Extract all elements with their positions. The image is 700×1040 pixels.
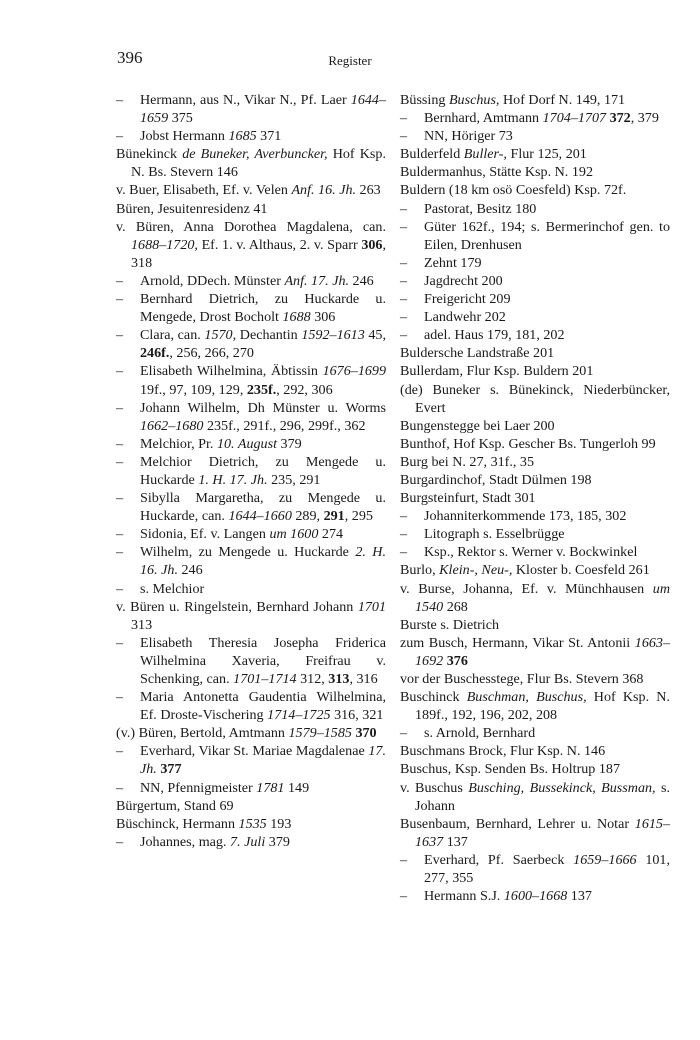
subentry-dash: – — [116, 435, 124, 452]
entry-italic-text: 1615–1637 — [415, 815, 670, 850]
entry-italic-text: 17. Jh. — [140, 743, 386, 778]
index-entry — [400, 145, 670, 163]
index-subentry — [116, 435, 386, 453]
entry-italic-text: 7. Juli — [230, 833, 266, 850]
entry-italic-text: 1535 — [238, 815, 267, 832]
entry-text: 193 — [266, 815, 292, 832]
entry-text: 289, — [291, 508, 324, 525]
entry-italic-text: 1644–1659 — [140, 92, 386, 127]
entry-text: 45, — [364, 327, 387, 344]
subentry-dash: – — [116, 128, 124, 145]
entry-text: , 256, 266, 270 — [169, 345, 254, 362]
index-entry — [400, 163, 670, 181]
subentry-dash: – — [400, 888, 408, 905]
index-subentry — [400, 127, 670, 145]
index-subentry — [116, 634, 386, 688]
subentry-dash: – — [400, 544, 408, 561]
index-subentry — [400, 525, 670, 543]
entry-text: , 292, 306 — [276, 381, 333, 398]
entry-text: Pastorat, Besitz 180 — [424, 200, 537, 217]
subentry-dash: – — [116, 526, 124, 543]
index-subentry — [400, 272, 670, 290]
subentry-dash: – — [400, 327, 408, 344]
entry-text: Litograph s. Esselbrügge — [424, 526, 565, 543]
entry-text: Güter 162f., 194; s. Bermerinchof gen. to Eilen, Drenhusen — [424, 218, 670, 253]
subentry-dash: – — [400, 128, 408, 145]
entry-text: vor der Buschesstege, Flur Bs. Stevern 368 — [400, 671, 644, 687]
entry-text: Burlo, — [400, 562, 440, 579]
page-number: 396 — [117, 48, 143, 67]
entry-text: Clara, can. — [140, 327, 205, 344]
entry-text: Hof Dorf N. 149, 171 — [499, 92, 626, 108]
subentry-dash: – — [116, 291, 124, 308]
entry-text: 137 — [443, 833, 468, 850]
index-subentry — [116, 525, 386, 543]
entry-italic-text: Anf. 17. Jh. — [284, 272, 350, 289]
index-entry — [400, 616, 670, 634]
subentry-dash: – — [400, 218, 408, 235]
entry-text: Dechantin — [236, 327, 302, 344]
index-subentry — [116, 399, 386, 435]
entry-text: NN, Höriger 73 — [424, 128, 513, 145]
subentry-dash: – — [116, 327, 124, 344]
entry-italic-text: 1701–1714 — [233, 671, 297, 687]
index-entry — [400, 435, 670, 453]
entry-text: Everhard, Vikar St. Mariae Magdalenae — [140, 743, 369, 760]
index-subentry — [116, 362, 386, 398]
entry-text: 375 — [168, 110, 193, 127]
entry-text: Bünekinck — [116, 146, 183, 163]
subentry-dash: – — [116, 363, 124, 380]
entry-text: 246 — [177, 562, 203, 579]
entry-text: Wilhelm, zu Mengede u. Huckarde — [140, 544, 356, 561]
index-entry — [400, 417, 670, 435]
entry-text: Burgardinchof, Stadt Dülmen 198 — [400, 471, 592, 488]
entry-italic-text: 10. August — [216, 435, 277, 452]
subentry-dash: – — [116, 833, 124, 850]
subentry-dash: – — [116, 743, 124, 760]
index-entry — [116, 200, 386, 218]
subentry-dash: – — [400, 508, 408, 525]
entry-text: 306 — [310, 309, 336, 326]
subentry-dash: – — [400, 725, 408, 742]
subentry-dash: – — [116, 779, 124, 796]
index-subentry — [116, 543, 386, 579]
entry-italic-text: 1570, — [204, 327, 237, 344]
index-entry — [116, 145, 386, 181]
entry-bold-page: 235f. — [246, 381, 277, 398]
subentry-dash: – — [116, 453, 124, 470]
index-entry — [116, 724, 386, 742]
entry-text: Bungenstegge bei Laer 200 — [400, 417, 555, 434]
entry-text: 235, 291 — [267, 471, 321, 488]
entry-text: Buschus, Ksp. Senden Bs. Holtrup 187 — [400, 761, 621, 778]
index-entry — [400, 742, 670, 760]
entry-text: Landwehr 202 — [424, 309, 506, 326]
index-entry — [116, 598, 386, 634]
subentry-dash: – — [116, 634, 124, 651]
entry-bold-page: 377 — [160, 761, 182, 778]
entry-italic-text: um 1540 — [415, 580, 670, 615]
entry-text: Bullerdam, Flur Ksp. Buldern 201 — [400, 363, 594, 380]
index-entry — [400, 760, 670, 778]
entry-text: , 318 — [131, 236, 386, 271]
entry-italic-text: 1579–1585 — [288, 725, 352, 742]
index-subentry — [400, 543, 670, 561]
entry-text: Hermann S.J. — [424, 888, 504, 905]
entry-text: 379 — [265, 833, 290, 850]
entry-text: 137 — [567, 888, 592, 905]
index-subentry — [116, 742, 386, 778]
entry-italic-text: 1663–1692 — [415, 634, 670, 669]
entry-text: v. Burse, Johanna, Ef. v. Münchhausen — [400, 580, 653, 597]
entry-text: 149 — [284, 779, 310, 796]
entry-text: Johann Wilhelm, Dh Münster u. Worms — [140, 399, 386, 416]
entry-bold-page: 291 — [323, 508, 345, 525]
entry-text: 101, 277, 355 — [424, 851, 670, 887]
index-entry — [116, 181, 386, 199]
subentry-dash: – — [400, 291, 408, 308]
entry-italic-text: 1659–1666 — [573, 851, 637, 868]
subentry-dash: – — [400, 200, 408, 217]
entry-text: Büschinck, Hermann — [116, 815, 239, 832]
entry-text: , 316 — [349, 671, 378, 687]
entry-text: v. Büren u. Ringelstein, Bernhard Johann — [116, 598, 358, 615]
subentry-dash: – — [116, 490, 124, 507]
entry-italic-text: 1662–1680 — [140, 417, 204, 434]
entry-text: Bernhard, Amtmann — [424, 110, 543, 127]
entry-bold-page: 306 — [361, 236, 383, 253]
entry-text: Freigericht 209 — [424, 291, 511, 308]
index-entry — [400, 779, 670, 815]
entry-text: 235f., 291f., 296, 299f., 362 — [203, 417, 366, 434]
subentry-dash: – — [400, 110, 408, 127]
entry-text: Flur 125, 201 — [506, 146, 587, 163]
subentry-dash: – — [116, 399, 124, 416]
index-column-right — [400, 91, 670, 905]
index-entry — [400, 91, 670, 109]
entry-text: Melchior Dietrich, zu Mengede u. Huckarde — [140, 453, 386, 488]
index-entry — [400, 561, 670, 579]
index-entry — [400, 489, 670, 507]
subentry-dash: – — [116, 580, 124, 597]
index-subentry — [400, 200, 670, 218]
index-subentry — [116, 127, 386, 145]
entry-text: 379 — [277, 435, 302, 452]
entry-italic-text: 1704–1707 — [542, 110, 607, 127]
index-entry — [116, 815, 386, 833]
index-subentry — [400, 887, 670, 905]
entry-text: Bürgertum, Stand 69 — [116, 797, 234, 814]
subentry-dash: – — [116, 544, 124, 561]
entry-italic-text: Buschus, — [448, 92, 500, 108]
index-subentry — [116, 833, 386, 851]
entry-text: Hermann, aus N., Vikar N., Pf. Laer — [140, 92, 351, 108]
index-entry — [400, 381, 670, 417]
entry-text: 246 — [349, 272, 374, 289]
entry-text: Maria Antonetta Gaudentia Wilhelmina, Ef. Droste-Vischering — [140, 689, 386, 724]
entry-text: NN, Pfennigmeister — [140, 779, 257, 796]
entry-text: adel. Haus 179, 181, 202 — [424, 327, 565, 344]
entry-text: 263 — [356, 182, 381, 199]
entry-text: s. Melchior — [140, 580, 205, 597]
entry-text: Arnold, DDech. Münster — [140, 272, 285, 289]
entry-italic-text: 1592–1613 — [301, 327, 365, 344]
entry-text: Johannes, mag. — [140, 833, 231, 850]
entry-text: Buldern (18 km osö Coesfeld) Ksp. 72f. — [400, 182, 627, 199]
subentry-dash: – — [116, 92, 124, 108]
index-entry — [116, 797, 386, 815]
index-entry — [400, 670, 670, 688]
subentry-dash: – — [116, 689, 124, 706]
index-subentry — [116, 779, 386, 797]
entry-text: Zehnt 179 — [424, 254, 482, 271]
entry-text: Ef. 1. v. Althaus, 2. v. Sparr — [197, 236, 362, 253]
entry-text: Büren, Jesuitenresidenz 41 — [116, 200, 268, 217]
subentry-dash: – — [400, 851, 408, 868]
index-subentry — [116, 453, 386, 489]
subentry-dash: – — [116, 272, 124, 289]
index-entry — [400, 688, 670, 724]
entry-italic-text: Klein-, Neu-, — [439, 562, 513, 579]
subentry-dash: – — [400, 309, 408, 326]
index-subentry — [400, 724, 670, 742]
subentry-dash: – — [400, 272, 408, 289]
subentry-dash: – — [400, 254, 408, 271]
entry-italic-text: 1644–1660 — [228, 508, 292, 525]
index-subentry — [116, 290, 386, 326]
entry-text: Melchior, Pr. — [140, 435, 217, 452]
entry-text: zum Busch, Hermann, Vikar St. Antonii — [400, 634, 635, 651]
index-subentry — [400, 851, 670, 887]
entry-text: Johanniterkommende 173, 185, 302 — [424, 508, 627, 525]
entry-text: (v.) Büren, Bertold, Amtmann — [116, 725, 289, 742]
entry-text: 312, — [296, 671, 329, 687]
index-subentry — [400, 290, 670, 308]
running-head: Register — [328, 53, 372, 68]
entry-text: Busenbaum, Bernhard, Lehrer u. Notar — [400, 815, 635, 832]
entry-text: 19f., 97, 109, 129, — [140, 381, 247, 398]
entry-text: 313 — [131, 616, 153, 633]
entry-text: s. Arnold, Bernhard — [424, 725, 536, 742]
index-subentry — [400, 254, 670, 272]
entry-text: Bulderfeld — [400, 146, 464, 163]
entry-text: Everhard, Pf. Saerbeck — [424, 851, 574, 868]
entry-text: , 379 — [630, 110, 659, 127]
entry-italic-text: 1714–1725 — [267, 707, 331, 724]
entry-italic-text: 2. H. 16. Jh. — [140, 544, 387, 579]
entry-italic-text: 1688–1720, — [131, 236, 198, 253]
index-subentry — [400, 507, 670, 525]
index-subentry — [116, 326, 386, 362]
index-subentry — [116, 688, 386, 724]
index-entry — [400, 453, 670, 471]
index-entry — [400, 344, 670, 362]
entry-text: Büssing — [400, 92, 449, 108]
entry-italic-text: de Buneker, Averbuncker, — [182, 146, 328, 163]
entry-text: s. Johann — [415, 779, 670, 814]
entry-text: v. Buer, Elisabeth, Ef. v. Velen — [116, 182, 292, 199]
entry-italic-text: 1781 — [256, 779, 285, 796]
entry-text: 274 — [318, 526, 344, 543]
entry-italic-text: 1600–1668 — [503, 888, 568, 905]
index-entry — [400, 634, 670, 670]
index-subentry — [400, 109, 670, 127]
index-entry — [400, 580, 670, 616]
entry-text: Elisabeth Wilhelmina, Äbtissin — [140, 363, 323, 380]
entry-text: Sidonia, Ef. v. Langen — [140, 526, 270, 543]
entry-text: , 295 — [344, 508, 373, 525]
entry-text: Kloster b. Coesfeld 261 — [512, 562, 650, 579]
index-subentry — [400, 326, 670, 344]
entry-italic-text: 1676–1699 — [322, 363, 386, 380]
index-subentry — [400, 308, 670, 326]
index-subentry — [116, 489, 386, 525]
index-entry — [400, 815, 670, 851]
index-subentry — [400, 218, 670, 254]
entry-italic-text: 1688 — [282, 309, 311, 326]
entry-text: Burste s. Dietrich — [400, 616, 500, 633]
index-subentry — [116, 272, 386, 290]
entry-text: v. Büren, Anna Dorothea Magdalena, can. — [116, 218, 386, 235]
entry-text: (de) Buneker s. Bünekinck, Niederbüncker, Evert — [400, 381, 670, 416]
index-entry — [400, 471, 670, 489]
entry-text: Hof Ksp. N. 189f., 192, 196, 202, 208 — [415, 689, 670, 724]
index-column-left — [116, 91, 386, 851]
entry-bold-page: 313 — [328, 671, 350, 687]
index-entry — [400, 362, 670, 380]
entry-text: Ksp., Rektor s. Werner v. Bockwinkel — [424, 544, 638, 561]
entry-text: Elisabeth Theresia Josepha Friderica Wilhelmina Xaveria, Freifrau v. Schenking, can. — [140, 634, 386, 687]
entry-text: v. Buschus — [400, 779, 469, 796]
entry-italic-text: Anf. 16. Jh. — [291, 182, 357, 199]
entry-bold-page: 370 — [355, 725, 377, 742]
index-subentry — [116, 91, 386, 127]
entry-bold-page: 246f. — [140, 345, 170, 362]
entry-text: 316, 321 — [330, 707, 384, 724]
entry-text: Buschmans Brock, Flur Ksp. N. 146 — [400, 743, 606, 760]
entry-italic-text: 1701 — [357, 598, 386, 615]
entry-text: Burg bei N. 27, 31f., 35 — [400, 453, 535, 470]
entry-text: Hof Ksp. N. Bs. Stevern 146 — [131, 146, 386, 181]
index-entry — [116, 218, 386, 272]
entry-text: Burgsteinfurt, Stadt 301 — [400, 490, 536, 507]
entry-text: Bernhard Dietrich, zu Huckarde u. Mengede, Drost Bocholt — [140, 291, 386, 326]
entry-italic-text: Buschman, Buschus, — [466, 689, 587, 706]
index-entry — [400, 181, 670, 199]
entry-bold-page: 376 — [446, 652, 468, 669]
entry-text: Buschinck — [400, 689, 467, 706]
entry-text: 371 — [256, 128, 282, 145]
entry-text: Sibylla Margaretha, zu Mengede u. Huckarde, can. — [140, 490, 386, 525]
entry-italic-text: Buller-, — [463, 146, 507, 163]
entry-italic-text: um 1600 — [269, 526, 319, 543]
entry-text: 268 — [443, 598, 468, 615]
entry-text: Jagdrecht 200 — [424, 272, 503, 289]
entry-text: Jobst Hermann — [140, 128, 229, 145]
entry-italic-text: 1. H. 17. Jh. — [198, 471, 268, 488]
entry-text: Bunthof, Hof Ksp. Gescher Bs. Tungerloh 99 — [400, 435, 656, 452]
entry-text: Buldersche Landstraße 201 — [400, 345, 555, 362]
entry-text: Buldermanhus, Stätte Ksp. N. 192 — [400, 164, 593, 181]
index-subentry — [116, 580, 386, 598]
subentry-dash: – — [400, 526, 408, 543]
entry-italic-text: 1685 — [228, 128, 257, 145]
entry-italic-text: Busching, Bussekinck, Bussman, — [468, 779, 656, 796]
entry-bold-page: 372 — [609, 110, 631, 127]
